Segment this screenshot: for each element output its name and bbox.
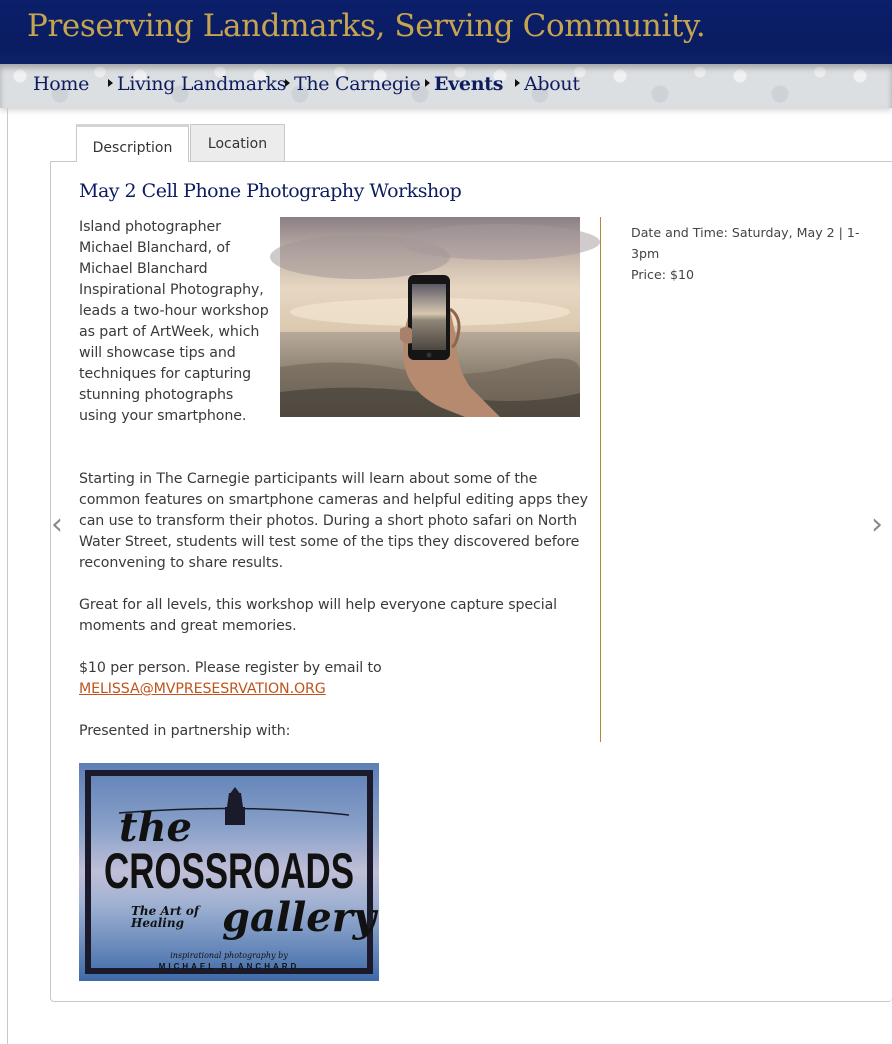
previous-arrow-icon[interactable]: ‹ — [51, 507, 63, 542]
register-text: $10 per person. Please register by email to — [79, 660, 382, 676]
main-nav — [0, 64, 892, 108]
partner-text: Presented in partnership with: — [79, 723, 291, 739]
nav-item-label: Living Landmarks — [117, 73, 287, 95]
logo-inspirational-text: inspirational photography by — [170, 951, 288, 960]
nav-item-label: Home — [33, 73, 90, 95]
logo-art-of-text: The Art of — [131, 904, 199, 918]
logo-healing-text: Healing — [131, 916, 184, 930]
smartphone-photo-image — [280, 217, 580, 417]
site-header — [0, 0, 892, 64]
site-tagline: Preserving Landmarks, Serving Community. — [27, 8, 706, 44]
logo-the-text: the — [119, 804, 193, 851]
event-intro: Island photographer Michael Blanchard, of Michael Blanchard Inspirational Photography, leads a two-hour workshop as part of ArtWeek, which will showcase tips and techniques for capturing stunning photographs using your smartphone. — [79, 219, 269, 424]
caret-right-icon — [285, 79, 290, 87]
event-details — [631, 222, 863, 285]
event-title: May 2 Cell Phone Photography Workshop — [79, 180, 462, 202]
tab-location[interactable]: Location — [190, 124, 285, 161]
caret-right-icon — [515, 79, 520, 87]
logo-gallery-text: gallery — [222, 894, 377, 941]
logo-artist-text: MICHAEL BLANCHARD — [158, 962, 300, 971]
nav-item-about[interactable] — [515, 73, 580, 95]
caret-right-icon — [425, 79, 430, 87]
nav-item-label: Events — [434, 73, 504, 95]
nav-item-home[interactable] — [33, 73, 89, 95]
nav-item-label: About — [524, 73, 580, 95]
register-email-link[interactable]: MELISSA@MVPRESESRVATION.ORG — [79, 681, 326, 697]
event-paragraph-3: Great for all levels, this workshop will help everyone capture special moments and great memories. — [79, 597, 558, 634]
crossroads-gallery-logo — [79, 763, 379, 981]
next-arrow-icon[interactable]: › — [871, 507, 883, 542]
event-photo — [280, 217, 580, 417]
tab-description[interactable]: Description — [76, 124, 189, 162]
nav-item-the-carnegie[interactable] — [285, 73, 421, 95]
column-divider — [600, 217, 601, 742]
event-paragraph-4 — [79, 658, 589, 700]
nav-item-label: The Carnegie — [294, 73, 421, 95]
event-paragraph-2: Starting in The Carnegie participants will learn about some of the common features on smartphone cameras and helpful editing apps they can use to transform their photos. During a short photo safari on North Water Street, students will test some of the tips they discovered before reconvening to share results. — [79, 471, 588, 571]
logo-crossroads-text: CROSSROADS — [104, 843, 354, 899]
nav-item-events[interactable] — [425, 73, 503, 95]
nav-item-living-landmarks[interactable] — [108, 73, 286, 95]
event-price: Price: $10 — [631, 267, 695, 282]
event-date-time: Date and Time: Saturday, May 2 | 1-3pm — [631, 225, 860, 261]
left-border — [7, 108, 8, 1044]
caret-right-icon — [108, 79, 113, 87]
